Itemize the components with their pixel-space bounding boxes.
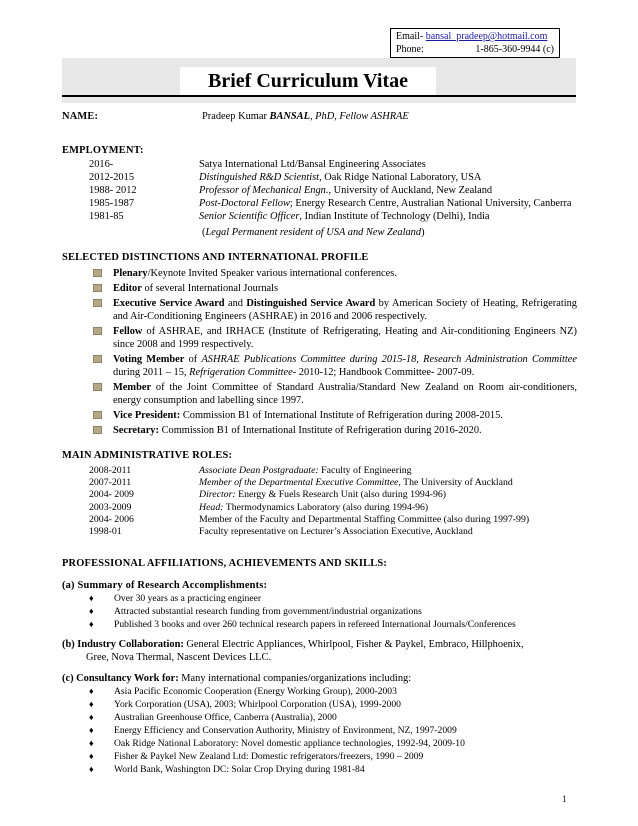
employment-detail: [199, 197, 572, 210]
distinction-item: [62, 409, 577, 422]
employment-list: [62, 158, 577, 223]
admin-org: Faculty of Engineering: [318, 465, 412, 476]
admin-years: 2004- 2009: [89, 489, 134, 501]
accomplishment-item-text: Attracted substantial research funding from government/industrial organizations: [114, 606, 422, 617]
consultancy-item-text: York Corporation (USA), 2003; Whirlpool Corporation (USA), 1999-2000: [114, 699, 401, 710]
professional-section: [62, 557, 577, 776]
distinction-item: [62, 267, 577, 280]
employment-org: Satya International Ltd/Bansal Engineering Associates: [199, 159, 426, 170]
square-bullet-icon: [93, 426, 102, 434]
title-rule: [62, 95, 576, 97]
consultancy-item-text: Fisher & Paykel New Zealand Ltd: Domestic refrigerators/freezers, 1990 – 2009: [114, 751, 424, 762]
employment-heading: EMPLOYMENT:: [62, 145, 144, 156]
accomplishment-item: [62, 605, 577, 618]
employment-years: 1981-85: [89, 211, 124, 222]
consultancy-heading: (c) Consultancy Work for: Many international companies/organizations including:: [62, 673, 412, 684]
consultancy-item-text: Australian Greenhouse Office, Canberra (Australia), 2000: [114, 712, 337, 723]
consultancy-item-text: Oak Ridge National Laboratory: Novel domestic appliance technologies, 1992-94, 2009-10: [114, 738, 465, 749]
distinction-text: by American Society of Heating, Refrigerating and Air-Conditioning Engineers (ASHRAE) in 2016 and 2006 respectively.: [113, 298, 577, 322]
admin-org: , The University of Auckland: [398, 477, 513, 489]
admin-row: [89, 502, 577, 514]
consultancy-list: [62, 685, 577, 776]
employment-role: Distinguished R&D Scientist: [199, 172, 320, 183]
consultancy-item: [62, 724, 577, 737]
admin-role: Head:: [199, 501, 224, 513]
employment-org: , Indian Institute of Technology (Delhi), India: [299, 211, 490, 222]
accomplishments-heading: (a) Summary of Research Accomplishments:: [62, 580, 268, 591]
distinction-text: Commission B1 of International Institute of Refrigeration during 2008-2015.: [180, 410, 503, 421]
distinction-text: of several International Journals: [141, 283, 279, 294]
accomplishment-item-text: Over 30 years as a practicing engineer: [114, 593, 262, 604]
admin-list: [62, 465, 577, 538]
square-bullet-icon: [93, 355, 102, 363]
distinction-text: of the Joint Committee of Standard Australia/Standard New Zealand on Room air-conditioners, energy consumption and labelling since 1997.: [113, 382, 577, 406]
distinction-text: /Keynote Invited Speaker various international conferences.: [147, 268, 397, 279]
employment-years: 1988- 2012: [89, 185, 137, 196]
consultancy-item-text: Energy Efficiency and Conservation Authority, Ministry of Environment, NZ, 1997-2009: [114, 725, 457, 736]
employment-section: [62, 144, 577, 239]
employment-years: 1985-1987: [89, 198, 135, 209]
admin-detail: [199, 465, 412, 477]
industry-collaboration: (b) Industry Collaboration: General Electric Appliances, Whirlpool, Fisher & Paykel, Embraco, Hillphoenix,: [62, 639, 524, 650]
consultancy-item: [62, 737, 577, 750]
employment-row: [89, 184, 577, 197]
square-bullet-icon: [93, 299, 102, 307]
consultancy-item-text: World Bank, Washington DC: Solar Crop Drying during 1981-84: [114, 764, 365, 775]
diamond-bullet-icon: ♦: [89, 738, 94, 748]
admin-row: [89, 477, 577, 489]
phone-number: 1-865-360-9944 (c): [475, 44, 554, 55]
diamond-bullet-icon: ♦: [89, 593, 94, 603]
residency-note: (Legal Permanent resident of USA and New Zealand): [202, 227, 425, 238]
consultancy-item: [62, 698, 577, 711]
employment-org: , Oak Ridge National Laboratory, USA: [319, 172, 482, 183]
consultancy-item: [62, 763, 577, 776]
admin-org: Member of the Faculty and Departmental Staffing Committee (also during 1997-99): [199, 513, 530, 525]
consultancy-item: [62, 685, 577, 698]
name-section: [62, 110, 577, 123]
diamond-bullet-icon: ♦: [89, 686, 94, 696]
distinction-text: Refrigeration Committee: [189, 367, 293, 378]
distinctions-list: [62, 267, 577, 437]
distinction-text: of: [184, 354, 202, 365]
admin-years: 2004- 2006: [89, 513, 134, 525]
professional-heading: PROFESSIONAL AFFILIATIONS, ACHIEVEMENTS AND SKILLS:: [62, 558, 387, 569]
distinction-text: Secretary:: [113, 425, 159, 436]
admin-role: Associate Dean Postgraduate:: [199, 465, 319, 476]
distinction-item: [62, 424, 577, 437]
distinction-text: of ASHRAE, and IRHACE (Institute of Refrigerating, Heating and Air-conditioning Engineers NZ) since 2008 and 1999 respectively.: [113, 326, 577, 350]
distinction-text: Executive Service Award: [113, 298, 225, 309]
employment-detail: [199, 210, 490, 223]
admin-detail: [199, 477, 513, 489]
distinction-text: Distinguished Service Award: [246, 298, 376, 309]
distinction-text: during 2011 – 15,: [113, 367, 190, 378]
admin-row: [89, 489, 577, 501]
diamond-bullet-icon: ♦: [89, 619, 94, 629]
employment-years: 2016-: [89, 159, 114, 170]
distinction-text: Editor: [113, 283, 142, 294]
distinction-text: Plenary: [113, 268, 148, 279]
admin-years: 2007-2011: [89, 477, 132, 489]
admin-detail: [199, 502, 428, 514]
admin-org: Faculty representative on Lecturer’s Association Executive, Auckland: [199, 526, 473, 538]
admin-heading: MAIN ADMINISTRATIVE ROLES:: [62, 450, 233, 461]
contact-box: [390, 28, 560, 58]
employment-row: [89, 158, 577, 171]
distinction-text: Fellow: [113, 326, 143, 337]
employment-detail: [199, 184, 492, 197]
diamond-bullet-icon: ♦: [89, 751, 94, 761]
diamond-bullet-icon: ♦: [89, 699, 94, 709]
admin-org: Thermodynamics Laboratory (also during 1994-96): [223, 501, 429, 513]
accomplishment-item-text: Published 3 books and over 260 technical research papers in refereed International Journals/Conferences: [114, 619, 516, 630]
distinction-text: Commission B1 of International Institute of Refrigeration during 2016-2020.: [158, 425, 482, 436]
consultancy-item-text: Asia Pacific Economic Cooperation (Energy Working Group), 2000-2003: [114, 686, 397, 697]
employment-org: ; Energy Research Centre, Australian National University, Canberra: [289, 198, 572, 209]
admin-org: Energy & Fuels Research Unit (also during 1994-96): [235, 489, 447, 501]
diamond-bullet-icon: ♦: [89, 725, 94, 735]
distinction-text: Voting Member: [113, 354, 185, 365]
admin-row: [89, 526, 577, 538]
admin-years: 2008-2011: [89, 465, 132, 476]
page-number: 1: [562, 794, 567, 804]
admin-years: 2003-2009: [89, 501, 132, 513]
title-band: [62, 58, 576, 103]
employment-detail: [199, 158, 426, 171]
distinctions-heading: SELECTED DISTINCTIONS AND INTERNATIONAL PROFILE: [62, 252, 369, 263]
square-bullet-icon: [93, 327, 102, 335]
distinction-item: [62, 353, 577, 379]
square-bullet-icon: [93, 269, 102, 277]
distinction-text: Vice President:: [113, 410, 181, 421]
admin-section: [62, 449, 577, 538]
accomplishment-item: [62, 592, 577, 605]
industry-collaboration-cont: Gree, Nova Thermal, Nascent Devices LLC.: [86, 652, 272, 663]
consultancy-item: [62, 711, 577, 724]
diamond-bullet-icon: ♦: [89, 606, 94, 616]
distinction-text: - 2010-12; Handbook Committee- 2007-09.: [292, 367, 475, 378]
distinction-item: [62, 325, 577, 351]
distinction-item: [62, 297, 577, 323]
phone-label: Phone:: [396, 44, 424, 55]
distinction-text: Member: [113, 382, 152, 393]
name-value: Pradeep Kumar BANSAL, PhD, Fellow ASHRAE: [202, 111, 409, 122]
distinction-text: ASHRAE Publications Committee during 2015-18, Research Administration Committee: [201, 354, 577, 365]
square-bullet-icon: [93, 383, 102, 391]
admin-detail: [199, 514, 529, 526]
employment-row: [89, 171, 577, 184]
distinction-item: [62, 381, 577, 407]
employment-row: [89, 197, 577, 210]
admin-years: 1998-01: [89, 526, 122, 538]
accomplishment-item: [62, 618, 577, 631]
admin-detail: [199, 526, 473, 538]
consultancy-item: [62, 750, 577, 763]
square-bullet-icon: [93, 284, 102, 292]
employment-org: , University of Auckland, New Zealand: [328, 185, 493, 196]
page-title: Brief Curriculum Vitae: [180, 67, 436, 95]
distinction-text: and: [224, 298, 247, 309]
employment-years: 2012-2015: [89, 172, 135, 183]
accomplishments-list: [62, 592, 577, 631]
diamond-bullet-icon: ♦: [89, 764, 94, 774]
distinction-item: [62, 282, 577, 295]
distinctions-section: [62, 251, 577, 439]
employment-role: Post-Doctoral Fellow: [199, 198, 290, 209]
email-label: Email-: [396, 31, 424, 42]
admin-role: Director:: [199, 489, 236, 501]
name-label: NAME:: [62, 111, 99, 122]
admin-role: Member of the Departmental Executive Committee: [199, 477, 399, 489]
email-link[interactable]: bansal_pradeep@hotmail.com: [425, 31, 548, 42]
employment-role: Senior Scientific Officer: [199, 211, 300, 222]
diamond-bullet-icon: ♦: [89, 712, 94, 722]
admin-row: [89, 465, 577, 477]
square-bullet-icon: [93, 411, 102, 419]
admin-row: [89, 514, 577, 526]
employment-role: Professor of Mechanical Engn.: [199, 185, 329, 196]
admin-detail: [199, 489, 446, 501]
employment-detail: [199, 171, 481, 184]
employment-row: [89, 210, 577, 223]
